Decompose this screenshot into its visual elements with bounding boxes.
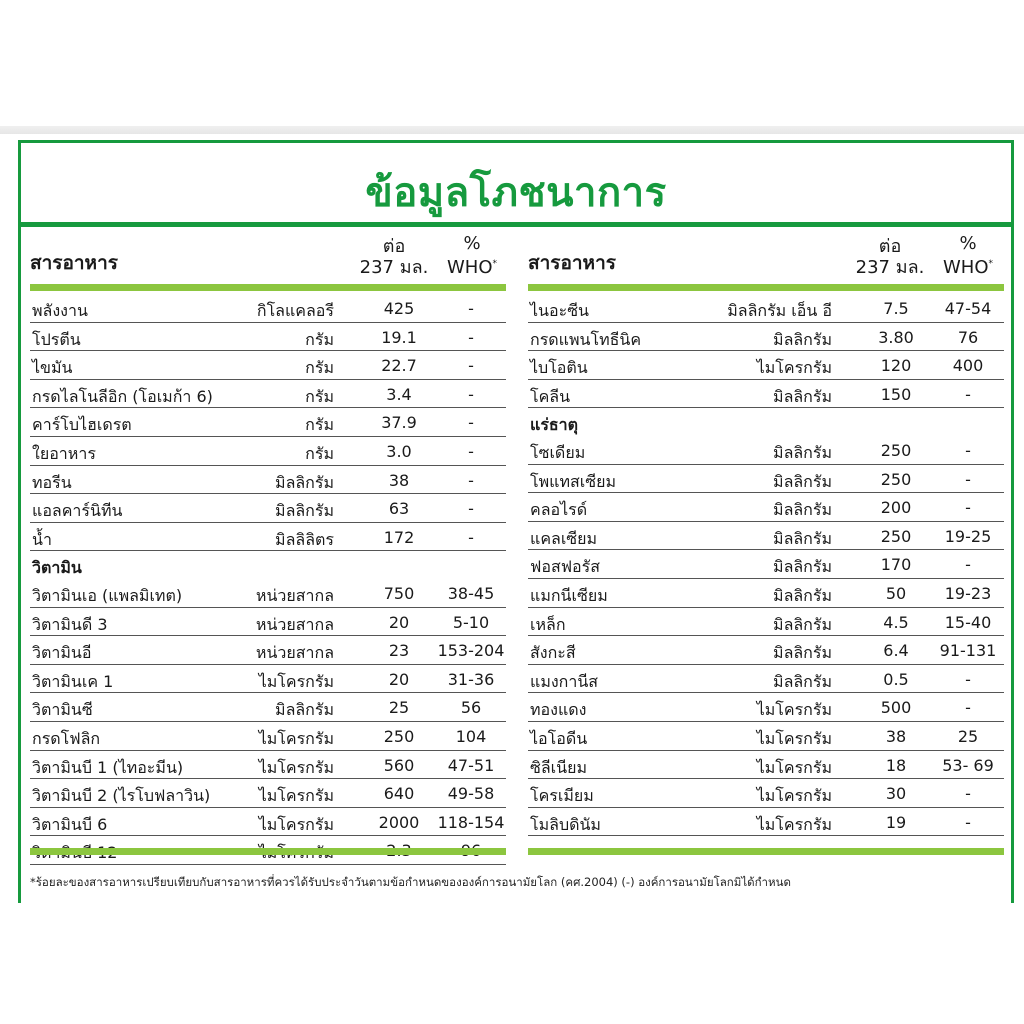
who-percent: - <box>965 784 971 804</box>
unit: มิลลิลิตร <box>275 529 334 549</box>
table-row <box>30 323 506 352</box>
panel-title: ข้อมูลโภชนาการ <box>365 170 667 216</box>
nutrient-name: สังกะสี <box>530 643 576 663</box>
amount-per-serving: 19.1 <box>381 327 417 347</box>
table-row <box>528 493 1004 522</box>
amount-per-serving: 250 <box>880 526 912 546</box>
unit: ไมโครกรัม <box>756 728 832 748</box>
right-rows <box>528 294 1004 836</box>
who-percent: - <box>468 356 474 376</box>
who-percent: 25 <box>957 726 979 746</box>
amount-per-serving: 500 <box>880 698 912 718</box>
who-percent: 400 <box>952 356 984 376</box>
amount-per-serving: 20 <box>388 669 410 689</box>
table-row <box>528 380 1004 409</box>
unit: ไมโครกรัม <box>756 786 832 806</box>
amount-per-serving: 7.5 <box>883 299 909 318</box>
nutrient-name: โซเดียม <box>530 442 586 462</box>
nutrient-name: วิตามินซี <box>32 700 93 720</box>
table-row <box>30 523 506 552</box>
table-row <box>30 380 506 409</box>
who-percent: - <box>468 299 474 318</box>
who-percent: - <box>965 498 971 518</box>
nutrient-name: โคลีน <box>530 386 571 406</box>
unit: ไมโครกรัม <box>756 757 832 777</box>
who-header-line2: WHO <box>446 257 493 278</box>
who-percent: 53- 69 <box>942 755 994 775</box>
who-percent: 38-45 <box>447 583 495 603</box>
amount-per-serving: 20 <box>388 612 410 632</box>
unit: กรัม <box>305 415 334 435</box>
amount-per-serving: 200 <box>880 498 912 518</box>
table-row <box>528 465 1004 494</box>
who-percent: - <box>965 555 971 575</box>
table-row <box>528 722 1004 751</box>
per-serving-header <box>854 236 926 278</box>
who-percent: - <box>468 327 474 347</box>
amount-per-serving: 250 <box>880 469 912 489</box>
left-column <box>30 232 506 865</box>
who-header-line2: WHO <box>942 257 989 278</box>
amount-per-serving: 38 <box>885 726 907 746</box>
section-heading-row <box>528 408 1004 436</box>
left-column-header <box>30 232 506 284</box>
nutrient-name: โครเมียม <box>530 786 594 806</box>
nutrient-name: กรดโฟลิก <box>32 728 101 748</box>
who-percent: - <box>468 499 474 519</box>
nutrient-name: คลอไรด์ <box>530 500 588 520</box>
amount-per-serving: 25 <box>388 698 410 718</box>
who-percent: - <box>468 384 474 404</box>
unit: หน่วยสากล <box>255 643 334 663</box>
table-row <box>30 665 506 694</box>
table-row <box>30 351 506 380</box>
table-row <box>528 579 1004 608</box>
who-percent: 47-51 <box>447 755 495 775</box>
table-row <box>30 466 506 495</box>
amount-per-serving: 172 <box>383 527 415 547</box>
who-percent: 47-54 <box>944 299 992 318</box>
nutrient-name: ฟอสฟอรัส <box>530 557 600 577</box>
table-row <box>30 779 506 808</box>
table-row <box>30 636 506 665</box>
nutrient-header: สารอาหาร <box>30 252 118 274</box>
who-percent-header <box>434 233 510 278</box>
who-percent: 31-36 <box>447 669 495 689</box>
nutrient-name: ไบโอติน <box>530 358 588 378</box>
who-percent: 56 <box>460 698 482 718</box>
nutrient-name: แอลคาร์นิทีน <box>32 501 123 521</box>
nutrient-name: วิตามินบี 1 (ไทอะมีน) <box>32 757 184 777</box>
table-row <box>528 323 1004 352</box>
per-header-line1: ต่อ <box>382 236 406 257</box>
unit: กรัม <box>305 386 334 406</box>
nutrient-name: กรดแพนโทธีนิค <box>530 329 642 349</box>
who-footnote-mark: * <box>492 259 497 269</box>
nutrient-name: คาร์โบไฮเดรต <box>32 415 132 435</box>
amount-per-serving: 22.7 <box>381 356 417 376</box>
nutrient-name: พลังงาน <box>32 301 88 320</box>
amount-per-serving: 250 <box>880 440 912 460</box>
amount-per-serving: 640 <box>383 784 415 804</box>
unit: หน่วยสากล <box>255 614 334 634</box>
amount-per-serving: 30 <box>885 784 907 804</box>
amount-per-serving: 6.4 <box>883 641 909 661</box>
right-column <box>528 232 1004 836</box>
title-area <box>18 140 1014 226</box>
who-percent: 118-154 <box>437 812 505 832</box>
who-percent: 49-58 <box>447 784 495 804</box>
amount-per-serving: 3.4 <box>386 384 412 404</box>
unit: หน่วยสากล <box>255 585 334 605</box>
unit: ไมโครกรัม <box>756 358 832 378</box>
amount-per-serving: 50 <box>885 583 907 603</box>
unit: กรัม <box>305 443 334 463</box>
nutrient-name: วิตามิน <box>32 558 82 578</box>
nutrient-name: วิตามินบี 6 <box>32 814 108 834</box>
unit: มิลลิกรัม <box>773 528 832 548</box>
who-percent: - <box>468 470 474 490</box>
amount-per-serving: 2000 <box>378 812 420 832</box>
table-row <box>528 779 1004 808</box>
amount-per-serving: 18 <box>885 755 907 775</box>
nutrient-name: ไอโอดีน <box>530 728 588 748</box>
who-percent: 15-40 <box>944 612 992 632</box>
table-row <box>30 437 506 466</box>
amount-per-serving: 425 <box>383 299 415 318</box>
amount-per-serving: 170 <box>880 555 912 575</box>
unit: มิลลิกรัม <box>773 442 832 462</box>
who-percent: 19-23 <box>944 583 992 603</box>
table-row <box>30 494 506 523</box>
amount-per-serving: 250 <box>383 726 415 746</box>
unit: กรัม <box>305 329 334 349</box>
unit: มิลลิกรัม <box>773 643 832 663</box>
left-rows <box>30 294 506 865</box>
nutrient-header: สารอาหาร <box>528 252 616 274</box>
unit: ไมโครกรัม <box>756 814 832 834</box>
who-percent: 104 <box>455 726 487 746</box>
nutrient-name: วิตามินอี <box>32 643 92 663</box>
nutrient-name: วิตามินบี 2 (ไรโบฟลาวิน) <box>32 786 211 806</box>
section-heading-row <box>30 551 506 579</box>
nutrient-name: ใยอาหาร <box>32 443 96 463</box>
who-percent: - <box>965 698 971 718</box>
table-row <box>528 665 1004 694</box>
nutrient-name: โพแทสเซียม <box>530 471 617 491</box>
amount-per-serving: 560 <box>383 755 415 775</box>
nutrient-name: น้ำ <box>32 529 52 549</box>
unit: กิโลแคลอรี <box>256 301 334 320</box>
nutrient-name: โปรตีน <box>32 329 81 349</box>
amount-per-serving: 4.5 <box>883 612 909 632</box>
amount-per-serving: 3.80 <box>878 327 914 347</box>
table-row <box>528 522 1004 551</box>
who-percent: 91-131 <box>939 641 997 661</box>
nutrient-name: แมงกานีส <box>530 671 599 691</box>
left-header-bar <box>30 284 506 291</box>
amount-per-serving: 120 <box>880 356 912 376</box>
unit: มิลลิกรัม <box>275 501 334 521</box>
table-row <box>30 808 506 837</box>
amount-per-serving: 3.0 <box>386 441 412 461</box>
nutrient-name: เหล็ก <box>530 614 566 634</box>
nutrient-name: โมลิบดินัม <box>530 814 601 834</box>
who-percent: 5-10 <box>452 612 490 632</box>
unit: มิลลิกรัม <box>773 671 832 691</box>
table-row <box>30 579 506 608</box>
table-row <box>528 351 1004 380</box>
top-shadow-edge <box>0 126 1024 134</box>
unit: มิลลิกรัม <box>773 585 832 605</box>
nutrient-name: วิตามินเค 1 <box>32 671 114 691</box>
who-percent: - <box>965 440 971 460</box>
unit: มิลลิกรัม <box>773 386 832 406</box>
table-row <box>30 693 506 722</box>
unit: มิลลิกรัม <box>275 700 334 720</box>
per-header-line2: 237 มล. <box>359 257 429 278</box>
nutrient-name: กรดไลโนลีอิก (โอเมก้า 6) <box>32 386 213 406</box>
footnote: *ร้อยละของสารอาหารเปรียบเทียบกับสารอาหารที่ควรได้รับประจำวันตามข้อกำหนดขององค์การอนามัยโลก (คศ.2004) (-) องค์การอนามัยโลกมิได้กำหนด <box>30 875 791 889</box>
unit: มิลลิกรัม <box>773 471 832 491</box>
table-row <box>528 751 1004 780</box>
table-row <box>30 608 506 637</box>
who-percent: - <box>965 469 971 489</box>
table-row <box>528 636 1004 665</box>
who-percent: - <box>965 812 971 832</box>
unit: กรัม <box>305 358 334 378</box>
nutrient-name: แมกนีเซียม <box>530 585 608 605</box>
who-header-line1: % <box>463 233 481 254</box>
who-percent-header <box>930 233 1006 278</box>
amount-per-serving: 38 <box>388 470 410 490</box>
per-serving-header <box>358 236 430 278</box>
table-row <box>528 693 1004 722</box>
unit: ไมโครกรัม <box>258 671 334 691</box>
table-row <box>528 294 1004 323</box>
amount-per-serving: 0.5 <box>883 669 909 689</box>
who-percent: - <box>468 527 474 547</box>
table-row <box>528 436 1004 465</box>
amount-per-serving: 19 <box>885 812 907 832</box>
unit: มิลลิกรัม <box>773 329 832 349</box>
title-divider <box>18 222 1014 227</box>
who-percent: - <box>965 669 971 689</box>
nutrient-name: แคลเซียม <box>530 528 598 548</box>
table-row <box>30 751 506 780</box>
amount-per-serving: 37.9 <box>381 413 417 433</box>
who-percent: - <box>468 413 474 433</box>
table-row <box>528 608 1004 637</box>
nutrient-name: ทองแดง <box>530 700 587 720</box>
amount-per-serving: 23 <box>388 641 410 661</box>
nutrient-name: ทอรีน <box>32 472 72 492</box>
unit: ไมโครกรัม <box>258 814 334 834</box>
table-row <box>528 550 1004 579</box>
table-row <box>528 808 1004 837</box>
top-background <box>0 0 1024 132</box>
who-percent: 19-25 <box>944 526 992 546</box>
nutrient-name: ซิลีเนียม <box>530 757 587 777</box>
who-header-line1: % <box>959 233 977 254</box>
unit: มิลลิกรัม <box>773 500 832 520</box>
table-row <box>30 408 506 437</box>
who-percent: 76 <box>957 327 979 347</box>
who-percent: - <box>965 384 971 404</box>
table-row <box>30 722 506 751</box>
nutrient-name: วิตามินดี 3 <box>32 614 108 634</box>
who-footnote-mark: * <box>988 259 993 269</box>
unit: มิลลิกรัม <box>773 557 832 577</box>
nutrient-name: วิตามินเอ (แพลมิเทต) <box>32 585 183 605</box>
table-row <box>30 294 506 323</box>
right-header-bar <box>528 284 1004 291</box>
who-percent: - <box>468 441 474 461</box>
unit: มิลลิกรัม <box>275 472 334 492</box>
who-percent: 153-204 <box>437 641 505 661</box>
nutrient-name: ไนอะซีน <box>530 301 589 320</box>
unit: ไมโครกรัม <box>258 757 334 777</box>
unit: มิลลิกรัม เอ็น อี <box>727 301 832 320</box>
per-header-line1: ต่อ <box>878 236 902 257</box>
unit: ไมโครกรัม <box>258 728 334 748</box>
amount-per-serving: 150 <box>880 384 912 404</box>
nutrient-name: แร่ธาตุ <box>530 415 579 435</box>
unit: มิลลิกรัม <box>773 614 832 634</box>
left-bottom-bar <box>30 848 506 855</box>
per-header-line2: 237 มล. <box>855 257 925 278</box>
nutrient-name: ไขมัน <box>32 358 73 378</box>
amount-per-serving: 63 <box>388 499 410 519</box>
unit: ไมโครกรัม <box>258 786 334 806</box>
amount-per-serving: 750 <box>383 583 415 603</box>
right-column-header <box>528 232 1004 284</box>
unit: ไมโครกรัม <box>756 700 832 720</box>
right-bottom-bar <box>528 848 1004 855</box>
